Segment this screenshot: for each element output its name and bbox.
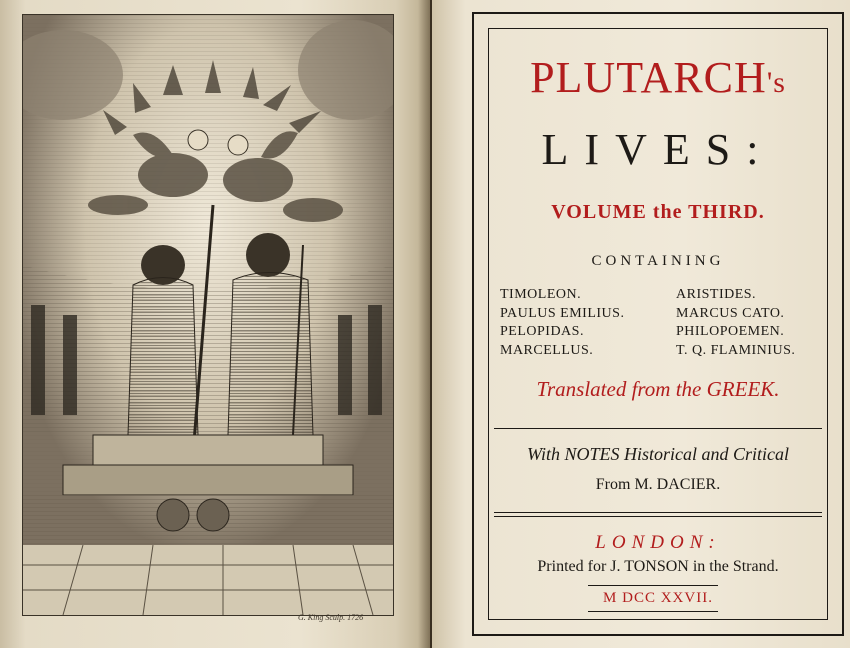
book-title: LIVES: bbox=[541, 125, 775, 174]
lives-list-right bbox=[676, 286, 795, 360]
life-name: PHILOPOEMEN. bbox=[676, 324, 785, 339]
imprint-date: M DCC XXVII. bbox=[603, 590, 713, 606]
life-name: T. Q. FLAMINIUS. bbox=[676, 342, 796, 358]
life-name: PAULUS EMILIUS. bbox=[500, 305, 625, 321]
volume-line: VOLUME the THIRD. bbox=[551, 201, 765, 223]
life-name: PELOPIDAS. bbox=[500, 324, 584, 339]
author-name bbox=[488, 52, 828, 103]
life-name: TIMOLEON. bbox=[500, 287, 582, 302]
from-line: From M. DACIER. bbox=[595, 476, 721, 493]
imprint-line: Printed for J. TONSON in the Strand. bbox=[537, 558, 779, 575]
life-name: MARCELLUS. bbox=[500, 342, 594, 358]
notes-line: With NOTES Historical and Critical bbox=[526, 444, 790, 464]
author-text: PLUTARCH bbox=[530, 53, 767, 102]
frontispiece-engraving bbox=[22, 14, 394, 616]
imprint-city: LONDON: bbox=[595, 532, 721, 553]
life-name: ARISTIDES. bbox=[676, 287, 757, 302]
containing-heading: CONTAINING bbox=[591, 253, 725, 269]
translated-line: Translated from the GREEK. bbox=[536, 377, 780, 401]
rule-divider bbox=[494, 428, 822, 429]
double-rule-divider bbox=[494, 512, 822, 517]
author-possessive: 's bbox=[766, 66, 786, 99]
engraver-signature: G. King Sculp. 1726 bbox=[298, 613, 364, 622]
life-name: MARCUS CATO. bbox=[676, 305, 785, 321]
lives-list-left bbox=[500, 286, 624, 360]
